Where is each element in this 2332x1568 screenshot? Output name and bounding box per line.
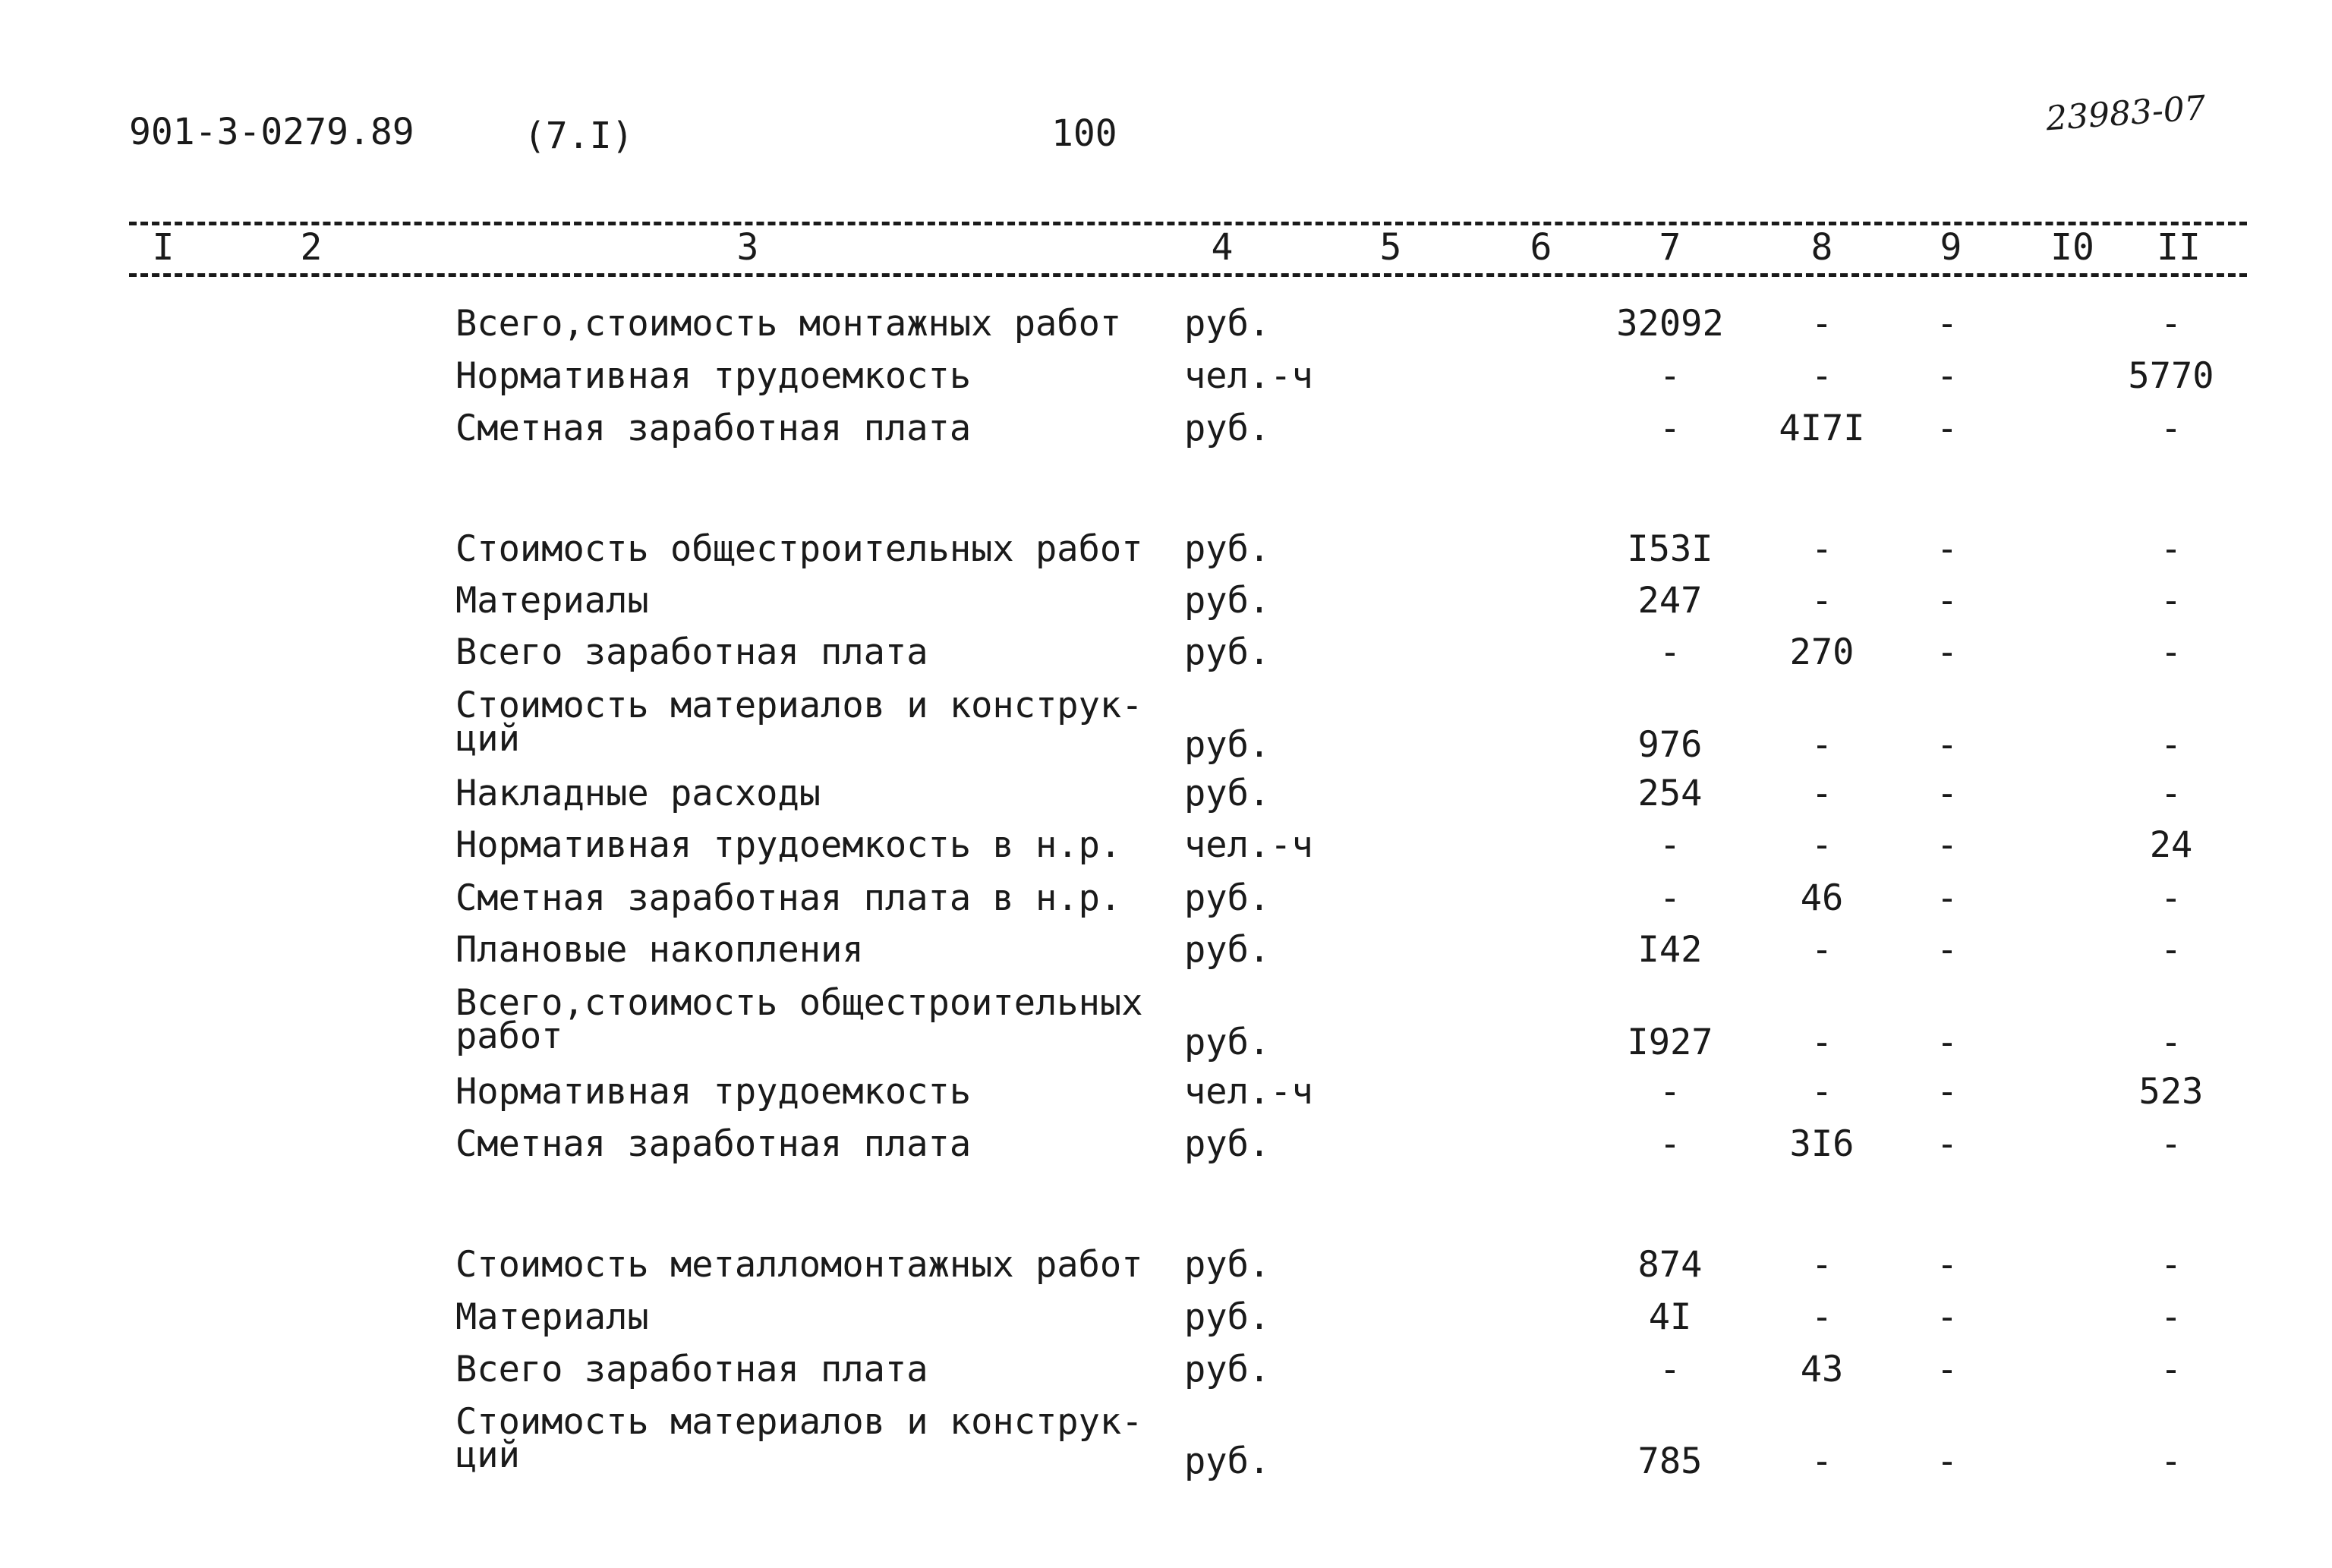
row-value-c9: -: [1936, 824, 1959, 866]
row-value-c9: -: [1936, 1440, 1959, 1482]
row-value-c9: -: [1936, 528, 1959, 570]
row-description: Накладные расходы: [455, 773, 821, 814]
column-number: 5: [1379, 226, 1402, 269]
row-value-c8: -: [1810, 1244, 1833, 1286]
row-description: Стоимость общестроительных работ: [455, 528, 1143, 570]
row-description: Всего заработная плата: [455, 1349, 928, 1390]
row-value-c9: -: [1936, 355, 1959, 397]
row-description: Нормативная трудоемкость: [455, 1071, 972, 1113]
row-value-c11: -: [2160, 580, 2182, 622]
row-value-c9: -: [1936, 303, 1959, 345]
row-unit: руб.: [1184, 1123, 1271, 1165]
row-value-c7: 976: [1637, 724, 1703, 766]
row-value-c11: -: [2160, 303, 2182, 345]
row-value-c11: -: [2160, 1244, 2182, 1286]
column-number: 6: [1530, 226, 1552, 269]
header-top-rule: [129, 222, 2247, 225]
row-description: Нормативная трудоемкость: [455, 355, 972, 397]
row-description: Стоимость материалов и конструк-: [455, 685, 1143, 726]
row-value-c7: 254: [1637, 773, 1703, 814]
row-unit: руб.: [1184, 724, 1271, 766]
row-value-c8: 46: [1800, 877, 1844, 919]
row-value-c8: -: [1810, 929, 1833, 971]
row-description: Всего,стоимость общестроительных: [455, 982, 1143, 1024]
row-unit: руб.: [1184, 877, 1271, 919]
row-value-c9: -: [1936, 580, 1959, 622]
page-number: 100: [1051, 112, 1117, 155]
row-value-c9: -: [1936, 1123, 1959, 1165]
row-value-c9: -: [1936, 1022, 1959, 1063]
row-description: Стоимость материалов и конструк-: [455, 1401, 1143, 1443]
column-number: I0: [2050, 226, 2094, 269]
row-value-c11: -: [2160, 528, 2182, 570]
column-number: I: [152, 226, 175, 269]
row-value-c8: -: [1810, 724, 1833, 766]
row-value-c11: -: [2160, 877, 2182, 919]
row-description: Стоимость металломонтажных работ: [455, 1244, 1143, 1286]
column-number: 2: [300, 226, 323, 269]
row-value-c8: -: [1810, 1296, 1833, 1338]
row-description: Всего,стоимость монтажных работ: [455, 303, 1122, 345]
row-value-c11: -: [2160, 1022, 2182, 1063]
row-description: Материалы: [455, 580, 649, 622]
row-value-c8: -: [1810, 824, 1833, 866]
row-value-c11: -: [2160, 631, 2182, 673]
row-description: Плановые накопления: [455, 929, 864, 971]
row-unit: чел.-ч: [1184, 355, 1313, 397]
row-value-c7: I927: [1627, 1022, 1713, 1063]
row-value-c8: -: [1810, 1022, 1833, 1063]
row-value-c9: -: [1936, 408, 1959, 449]
row-unit: руб.: [1184, 1244, 1271, 1286]
row-unit: руб.: [1184, 1296, 1271, 1338]
row-value-c7: -: [1659, 824, 1681, 866]
row-value-c7: -: [1659, 408, 1681, 449]
row-value-c8: 4I7I: [1779, 408, 1865, 449]
row-unit: чел.-ч: [1184, 824, 1313, 866]
row-value-c9: -: [1936, 877, 1959, 919]
header-bottom-rule: [129, 273, 2247, 277]
row-description: Всего заработная плата: [455, 631, 928, 673]
row-unit: руб.: [1184, 631, 1271, 673]
row-description: ций: [455, 718, 520, 760]
row-description: Сметная заработная плата: [455, 408, 972, 449]
row-value-c8: -: [1810, 580, 1833, 622]
row-value-c11: -: [2160, 724, 2182, 766]
row-value-c7: 32092: [1616, 303, 1724, 345]
row-unit: руб.: [1184, 773, 1271, 814]
row-value-c7: 4I: [1648, 1296, 1692, 1338]
row-description: Материалы: [455, 1296, 649, 1338]
row-value-c7: 785: [1637, 1440, 1703, 1482]
row-unit: руб.: [1184, 580, 1271, 622]
column-number: 9: [1940, 226, 1962, 269]
row-value-c7: 247: [1637, 580, 1703, 622]
column-number: 3: [736, 226, 759, 269]
row-value-c9: -: [1936, 724, 1959, 766]
row-value-c8: -: [1810, 528, 1833, 570]
row-value-c8: 3I6: [1789, 1123, 1855, 1165]
row-value-c7: I53I: [1627, 528, 1713, 570]
row-unit: руб.: [1184, 929, 1271, 971]
row-unit: руб.: [1184, 303, 1271, 345]
row-unit: руб.: [1184, 1349, 1271, 1390]
row-description: работ: [455, 1015, 563, 1057]
column-number: II: [2157, 226, 2201, 269]
row-value-c7: -: [1659, 877, 1681, 919]
row-value-c7: -: [1659, 631, 1681, 673]
row-value-c11: -: [2160, 929, 2182, 971]
column-number: 7: [1659, 226, 1681, 269]
row-value-c8: 270: [1789, 631, 1855, 673]
row-value-c9: -: [1936, 773, 1959, 814]
row-value-c8: -: [1810, 303, 1833, 345]
row-unit: руб.: [1184, 528, 1271, 570]
row-value-c8: 43: [1800, 1349, 1844, 1390]
row-value-c9: -: [1936, 1071, 1959, 1113]
row-value-c9: -: [1936, 1296, 1959, 1338]
row-description: ций: [455, 1434, 520, 1476]
row-value-c7: -: [1659, 1123, 1681, 1165]
row-value-c7: 874: [1637, 1244, 1703, 1286]
row-description: Нормативная трудоемкость в н.р.: [455, 824, 1122, 866]
row-value-c8: -: [1810, 773, 1833, 814]
row-value-c7: -: [1659, 355, 1681, 397]
row-value-c9: -: [1936, 631, 1959, 673]
row-value-c9: -: [1936, 1349, 1959, 1390]
row-description: Сметная заработная плата: [455, 1123, 972, 1165]
row-value-c11: -: [2160, 1349, 2182, 1390]
row-value-c11: -: [2160, 408, 2182, 449]
row-value-c11: 24: [2149, 824, 2193, 866]
row-value-c8: -: [1810, 355, 1833, 397]
section-number: (7.I): [524, 115, 634, 157]
row-value-c11: 523: [2138, 1071, 2204, 1113]
row-value-c11: 5770: [2128, 355, 2214, 397]
row-unit: чел.-ч: [1184, 1071, 1313, 1113]
row-value-c7: -: [1659, 1349, 1681, 1390]
row-value-c7: -: [1659, 1071, 1681, 1113]
row-value-c8: -: [1810, 1071, 1833, 1113]
row-value-c8: -: [1810, 1440, 1833, 1482]
row-description: Сметная заработная плата в н.р.: [455, 877, 1122, 919]
row-value-c9: -: [1936, 929, 1959, 971]
archive-stamp: 23983-07: [2044, 88, 2208, 139]
column-number: 4: [1211, 226, 1234, 269]
row-value-c11: -: [2160, 1296, 2182, 1338]
row-value-c11: -: [2160, 1123, 2182, 1165]
document-code: 901-3-0279.89: [129, 111, 414, 153]
row-unit: руб.: [1184, 408, 1271, 449]
row-value-c11: -: [2160, 773, 2182, 814]
row-unit: руб.: [1184, 1022, 1271, 1063]
row-value-c9: -: [1936, 1244, 1959, 1286]
column-number: 8: [1810, 226, 1833, 269]
row-unit: руб.: [1184, 1440, 1271, 1482]
row-value-c7: I42: [1637, 929, 1703, 971]
row-value-c11: -: [2160, 1440, 2182, 1482]
